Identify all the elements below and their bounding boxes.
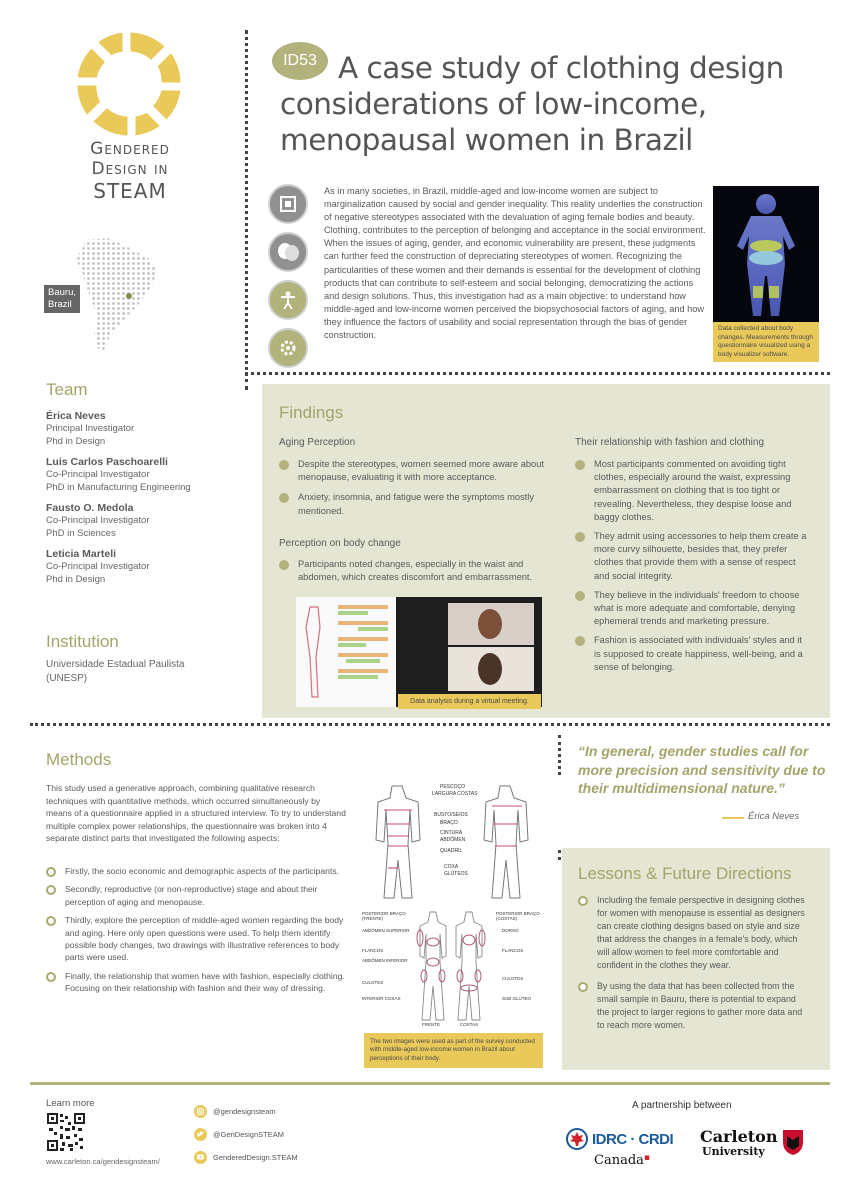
list-item — [578, 894, 806, 973]
team-heading: Team — [46, 380, 88, 399]
body-regions-icon — [362, 906, 542, 1030]
accessibility-icon — [268, 280, 308, 320]
list-item — [279, 458, 547, 484]
idrc-leaf-icon — [566, 1128, 588, 1150]
findings-heading: Findings — [279, 403, 344, 422]
bullet-icon — [279, 460, 289, 470]
fashion-list — [575, 458, 807, 674]
partnership-label: A partnership between — [632, 1100, 732, 1111]
list-item-text: Secondly, reproductive (or non-reproductive) stage and about their perception of aging and menopause. — [65, 884, 318, 907]
list-item-text: Firstly, the socio economic and demographic aspects of the participants. — [65, 866, 340, 876]
canada-label: Canada — [594, 1153, 644, 1168]
diagram2-label-right-1: DORSO — [502, 928, 519, 933]
social-twitter[interactable] — [194, 1126, 298, 1142]
diagram1-label-bust: BUSTO/SEIOS — [434, 812, 468, 818]
virtual-meeting-image — [296, 597, 542, 707]
member-name: Fausto O. Medola — [46, 502, 134, 514]
divider-horizontal-top — [245, 372, 830, 375]
org-line2: Design in — [91, 159, 169, 179]
list-item-text: Thirdly, explore the perception of middle-aged women regarding the body and aging. Here only open questions were used. To help them identify possible body changes, two drawings with illustrative references to body parts were used. — [65, 915, 344, 963]
diagram2-label-left-2: FLANCOS — [362, 948, 384, 953]
member-degree: Phd in Design — [46, 574, 106, 585]
discipline-icons — [268, 184, 314, 368]
list-item — [578, 980, 806, 1032]
member-role: Principal Investigator — [46, 423, 135, 434]
diagram1-label-glutes: GLÚTEOS — [444, 871, 468, 877]
carleton-logo — [700, 1128, 805, 1158]
methods-intro: This study used a generative approach, combining qualitative research techniques with quantitative methods, which occurred simultaneously by means of a questionnaire applied in a structured interview. To try to understand multiple complex power relationships, the questionnaire was broken into 4 separate distinct parts that investigated the following aspects: — [46, 783, 346, 844]
id-badge-label: ID53 — [283, 52, 317, 69]
list-item-text: Fashion is associated with individuals' styles and it is supposed to create happiness, well-being, and a sense of belonging. — [594, 635, 803, 672]
instagram-icon — [194, 1105, 207, 1118]
diagram1-label-back: LARGURA COSTAS — [432, 791, 478, 797]
location-line2: Brazil — [48, 299, 72, 310]
list-item-text: They admit using accessories to help them create a more curvy silhouette, besides that, they prefer clothes that provide them with a sense of respect and social integrity. — [594, 531, 807, 581]
bullet-icon — [578, 982, 588, 992]
team-member — [46, 502, 236, 540]
arts-icon — [268, 232, 308, 272]
list-item — [46, 865, 348, 877]
bullet-icon — [279, 493, 289, 503]
diagram2-label-right-4: SUB GLÚTEO — [502, 996, 532, 1001]
idrc-label: IDRC · CRDI — [592, 1130, 674, 1148]
divider-vertical-mid — [558, 735, 561, 775]
diagram2-label-left-3: ABDÔMEN INFERIOR — [362, 958, 408, 963]
list-item-text: Despite the stereotypes, women seemed more aware about menopause, evaluating it with more acceptance. — [298, 459, 544, 483]
aging-subheading: Aging Perception — [279, 437, 356, 448]
body-change-subheading: Perception on body change — [279, 538, 401, 549]
bullet-icon — [575, 460, 585, 470]
member-degree: PhD in Sciences — [46, 528, 116, 539]
carleton-university-label: University — [702, 1145, 765, 1158]
video-participant-2 — [448, 647, 534, 691]
quote-author: Érica Neves — [748, 811, 800, 822]
qr-code-icon — [46, 1112, 86, 1152]
org-name — [60, 139, 200, 203]
fashion-subheading: Their relationship with fashion and clothing — [575, 437, 764, 448]
list-item — [575, 589, 807, 629]
list-item-text: Finally, the relationship that women have with fashion, especially clothing. Focusing on their relationship with fashion and their way of dressing. — [65, 970, 345, 994]
member-role: Co-Principal Investigator — [46, 469, 150, 480]
member-name: Luis Carlos Paschoarelli — [46, 456, 168, 468]
diagram1-label-hip: QUADRIL — [440, 848, 463, 854]
bullet-icon — [46, 867, 56, 877]
logo — [70, 25, 188, 143]
body-visualizer-image — [713, 186, 819, 322]
body-diagram-1 — [362, 780, 542, 902]
technology-icon — [268, 184, 308, 224]
diagram1-label-waist: CINTURA — [440, 830, 463, 836]
list-item-text: Anxiety, insomnia, and fatigue were the symptoms mostly mentioned. — [298, 492, 534, 516]
member-name: Érica Neves — [46, 410, 106, 422]
social-list — [194, 1103, 298, 1165]
list-item — [279, 558, 547, 584]
methods-list — [46, 865, 348, 995]
learn-more-label: Learn more — [46, 1098, 95, 1109]
canada-flag-icon: ▪ — [643, 1153, 651, 1163]
footer-divider — [30, 1082, 830, 1085]
diagram1-label-neck: PESCOÇO — [440, 784, 466, 790]
team-member — [46, 548, 236, 586]
logo-ring-icon — [70, 25, 188, 143]
body-visualizer-caption: Data collected about body changes. Measurements through questionnaire visualized using a body visualizer software. — [713, 322, 819, 362]
list-item-text: Including the female perspective in designing clothes for women with menopause is essential as designers can create clothing designs based on style and size that address the changes in a female's body, which will allow women to feel more comfortable and confident in the clothes they wear. — [597, 895, 805, 971]
divider-horizontal-mid — [30, 723, 830, 726]
aging-list — [279, 458, 547, 518]
bullet-icon — [46, 885, 56, 895]
list-item — [46, 914, 348, 964]
twitter-icon — [194, 1128, 207, 1141]
institution-name: Universidade Estadual Paulista (UNESP) — [46, 659, 185, 684]
carleton-shield-icon — [781, 1128, 805, 1156]
diagram2-label-left-0: POSTERIOR BRAÇO (FRENTE) — [362, 911, 406, 921]
lessons-list — [578, 894, 806, 1032]
body-change-list — [279, 558, 547, 584]
divider-vertical-quote — [558, 850, 561, 860]
social-label: GenderedDesign.STEAM — [213, 1152, 298, 1162]
diagram2-label-left-5: INTERIOR COXAS — [362, 996, 401, 1001]
member-degree: PhD in Manufacturing Engineering — [46, 482, 191, 493]
list-item — [46, 970, 348, 995]
diagram2-label-right-3: CULOTES — [502, 976, 524, 981]
bullet-icon — [46, 972, 56, 982]
institution-heading: Institution — [46, 632, 119, 651]
list-item — [575, 458, 807, 524]
diagram2-label-right-2: FLANCOS — [502, 948, 524, 953]
list-item-text: Participants noted changes, especially in the waist and abdomen, which creates discomfort and embarrassment. — [298, 559, 533, 583]
bullet-icon — [575, 591, 585, 601]
team-member — [46, 456, 236, 494]
video-participant-1 — [448, 603, 534, 645]
diagram2-label-back: COSTAS — [460, 1022, 479, 1027]
body-figure-icon — [713, 186, 819, 322]
member-role: Co-Principal Investigator — [46, 515, 150, 526]
bullet-icon — [575, 532, 585, 542]
bullet-icon — [46, 916, 56, 926]
member-role: Co-Principal Investigator — [46, 561, 150, 572]
divider-vertical-top — [245, 30, 248, 390]
bullet-icon — [575, 636, 585, 646]
org-line1: Gendered — [90, 139, 170, 159]
footer-url[interactable]: www.carleton.ca/gendesignsteam/ — [46, 1157, 160, 1166]
list-item — [46, 883, 348, 908]
methods-heading: Methods — [46, 750, 112, 769]
quote-text: “In general, gender studies call for more precision and sensitivity due to their multidimensional nature.” — [578, 743, 826, 796]
diagram2-label-front: FRENTE — [422, 1022, 440, 1027]
lessons-heading: Lessons & Future Directions — [578, 864, 792, 883]
bullet-icon — [279, 560, 289, 570]
manufacturing-icon — [268, 328, 308, 368]
virtual-meeting-caption: Data analysis during a virtual meeting. — [398, 694, 541, 709]
location-label — [44, 285, 80, 313]
methods-image-caption: The two images were used as part of the survey conducted with middle-aged low-income women in Brazil about perceptions of their body. — [364, 1033, 543, 1068]
list-item-text: By using the data that has been collected from the small sample in Bauru, there is potential to expand the project to larger regions to gather more data and to reach more women. — [597, 980, 803, 1030]
team-list — [46, 410, 236, 586]
list-item — [575, 634, 807, 674]
bullet-icon — [578, 896, 588, 906]
carleton-label: Carleton — [700, 1127, 778, 1146]
spreadsheet-doc — [296, 597, 396, 707]
diagram1-label-abdomen: ABDÔMEN — [440, 837, 466, 843]
page-title: A case study of clothing design considerations of low-income, menopausal women in Brazil — [280, 51, 784, 157]
diagram2-label-left-1: ABDÔMEN SUPERIOR — [362, 928, 410, 933]
quote-author-line — [722, 817, 744, 819]
member-name: Leticia Marteli — [46, 548, 117, 560]
location-line1: Bauru, — [48, 287, 76, 298]
qr-code[interactable] — [46, 1112, 86, 1152]
member-degree: Phd in Design — [46, 436, 106, 447]
social-youtube[interactable] — [194, 1149, 298, 1165]
social-label: @gendesignsteam — [213, 1106, 276, 1116]
team-member — [46, 410, 236, 448]
youtube-icon — [194, 1151, 207, 1164]
list-item-text: They believe in the individuals' freedom to choose what is more adequate and comfortable, denying ephemeral trends and marketing pressure. — [594, 589, 800, 627]
diagram2-label-right-0: POSTERIOR BRAÇO (COSTAS) — [496, 911, 540, 921]
diagram1-label-thigh: COXA — [444, 864, 459, 870]
social-label: @GenDesignSTEAM — [213, 1129, 284, 1139]
intro-text: As in many societies, in Brazil, middle-aged and low-income women are subject to marginalization caused by social and gender inequality. This reality underlies the construction of negative stereotypes associated with the devaluation of aging female bodies and beauty. Clothing, contributes to the perception of belonging and acceptance in the social environment. When the issues of aging, gender, and economic vulnerability are present, these judgments can further feed the construction of depreciating stereotypes of women. Recognizing the particularities of these women and their demands is essential for the development of clothing products that can contribute to self-esteem and social belonging, democratizing the actions and design solutions. Thus, this investigation had as a main objective: to understand how middle-aged and low-income women perceived the biopsychosocial factors of aging, and how they influence the factors of usability and social representation through the bias of gender construction. — [324, 186, 706, 341]
idrc-logo — [566, 1128, 673, 1150]
diagram2-label-left-4: CULOTES — [362, 980, 384, 985]
list-item — [575, 530, 807, 583]
org-line3: STEAM — [93, 179, 167, 203]
list-item-text: Most participants commented on avoiding tight clothes, especially around the waist, expressing embarrassment on clothing that is too tight or revealing. Nevertheless, they despise loose and baggy clothes. — [594, 459, 792, 522]
social-instagram[interactable] — [194, 1103, 298, 1119]
canada-wordmark — [594, 1153, 650, 1168]
diagram1-label-arm: BRAÇO — [440, 820, 458, 826]
body-diagram-2 — [362, 906, 542, 1030]
list-item — [279, 491, 547, 517]
